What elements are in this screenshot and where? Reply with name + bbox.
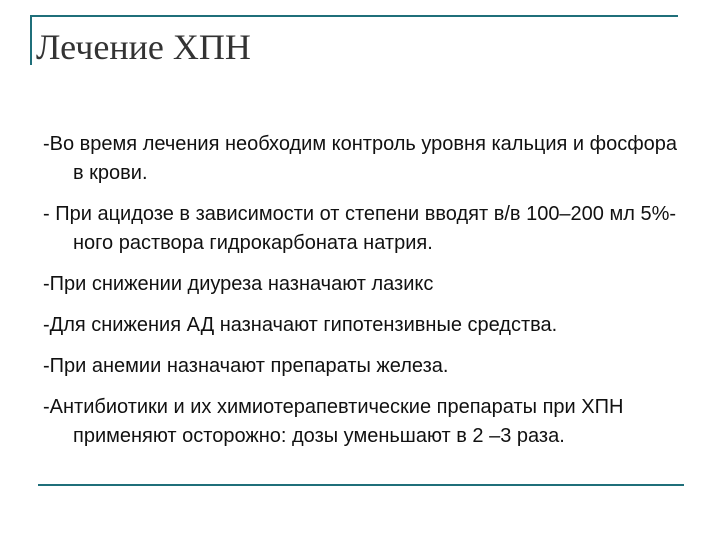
slide-title: Лечение ХПН: [36, 27, 251, 67]
body-paragraph-blood-pressure: -Для снижения АД назначают гипотензивные средства.: [43, 314, 558, 336]
title-frame-top-rule: [30, 15, 678, 17]
body-paragraph-diuresis: -При снижении диуреза назначают лазикс: [43, 273, 434, 295]
bottom-rule: [38, 484, 684, 486]
title-frame-left-rule: [30, 15, 32, 65]
slide-body: [43, 130, 683, 463]
body-paragraph-anemia: -При анемии назначают препараты железа.: [43, 355, 449, 377]
body-paragraph-antibiotics: -Антибиотики и их химиотерапевтические препараты при ХПН применяют осторожно: дозы уменьшают в 2 –3 раза.: [43, 396, 624, 447]
body-paragraph-calcium-control: -Во время лечения необходим контроль уровня кальция и фосфора в крови.: [43, 133, 678, 184]
body-paragraph-acidosis: - При ацидозе в зависимости от степени вводят в/в 100–200 мл 5%-ного раствора гидрокарбоната натрия.: [43, 203, 677, 254]
